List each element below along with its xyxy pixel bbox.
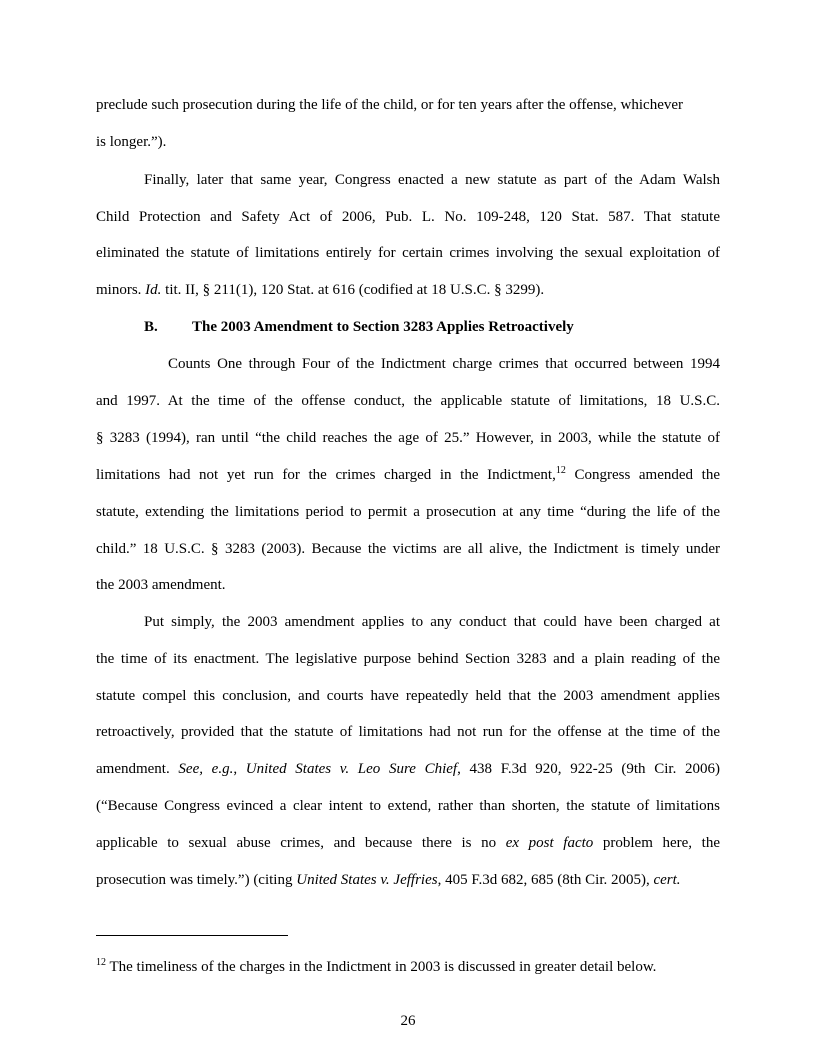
citation-signal: Id. bbox=[145, 282, 162, 298]
latin-phrase: ex post facto bbox=[505, 835, 594, 851]
section-heading-title: The 2003 Amendment to Section 3283 Applies Retroactively bbox=[192, 319, 574, 335]
body-line: § 3283 (1994), ran until “the child reaches the age of 25.” However, in 2003, while the statute of bbox=[96, 430, 720, 446]
body-line: child.” 18 U.S.C. § 3283 (2003). Because the victims are all alive, the Indictment is timely under bbox=[96, 541, 720, 557]
footnote-text: The timeliness of the charges in the Indictment in 2003 is discussed in greater detail below. bbox=[106, 959, 657, 975]
footnote-reference: 12 bbox=[555, 465, 566, 476]
body-line: statute, extending the limitations period to permit a prosecution at any time “during the life of the bbox=[96, 504, 720, 520]
body-line: (“Because Congress evinced a clear intent to extend, rather than shorten, the statute of limitations bbox=[96, 798, 720, 814]
citation-signal: See, e.g. bbox=[178, 761, 234, 777]
body-line: and 1997. At the time of the offense conduct, the applicable statute of limitations, 18 U.S.C. bbox=[96, 393, 720, 409]
case-name: United States v. Leo Sure Chief bbox=[245, 761, 458, 777]
footnote-marker: 12 bbox=[96, 957, 106, 968]
citation-signal: cert. bbox=[653, 872, 681, 888]
body-line: prosecution was timely.”) (citing United States v. Jeffries, 405 F.3d 682, 685 (8th Cir. 2005), cert. bbox=[96, 872, 681, 888]
case-name: United States v. Jeffries bbox=[296, 872, 438, 888]
body-line: amendment. See, e.g., United States v. Leo Sure Chief, 438 F.3d 920, 922-25 (9th Cir. 2006) bbox=[96, 761, 721, 777]
section-heading bbox=[144, 318, 720, 336]
page-number: 26 bbox=[400, 1013, 416, 1029]
body-line: eliminated the statute of limitations entirely for certain crimes involving the sexual exploitation of bbox=[96, 245, 720, 261]
body-line: statute compel this conclusion, and courts have repeatedly held that the 2003 amendment applies bbox=[96, 688, 720, 704]
footnote bbox=[96, 958, 656, 976]
body-line: applicable to sexual abuse crimes, and because there is no ex post facto problem here, the bbox=[96, 835, 720, 851]
section-heading-number: B. bbox=[144, 319, 158, 335]
body-line: retroactively, provided that the statute of limitations had not run for the offense at the time of the bbox=[96, 724, 720, 740]
paragraph-start-line: Put simply, the 2003 amendment applies to any conduct that could have been charged at bbox=[144, 614, 720, 630]
body-line: is longer.”). bbox=[96, 134, 167, 150]
paragraph-start-line: Finally, later that same year, Congress enacted a new statute as part of the Adam Walsh bbox=[144, 172, 720, 188]
body-line: Child Protection and Safety Act of 2006, Pub. L. No. 109-248, 120 Stat. 587. That statute bbox=[96, 209, 720, 225]
body-line: preclude such prosecution during the life of the child, or for ten years after the offense, whichever bbox=[96, 97, 683, 113]
body-line: the 2003 amendment. bbox=[96, 577, 226, 593]
body-line: minors. Id. tit. II, § 211(1), 120 Stat. at 616 (codified at 18 U.S.C. § 3299). bbox=[96, 282, 545, 298]
footnote-separator bbox=[96, 935, 288, 936]
body-line: the time of its enactment. The legislative purpose behind Section 3283 and a plain reading of the bbox=[96, 651, 720, 667]
paragraph-start-line: Counts One through Four of the Indictment charge crimes that occurred between 1994 bbox=[168, 356, 720, 372]
body-line: limitations had not yet run for the crimes charged in the Indictment,$^{12}$ Congress amended the bbox=[96, 465, 720, 483]
